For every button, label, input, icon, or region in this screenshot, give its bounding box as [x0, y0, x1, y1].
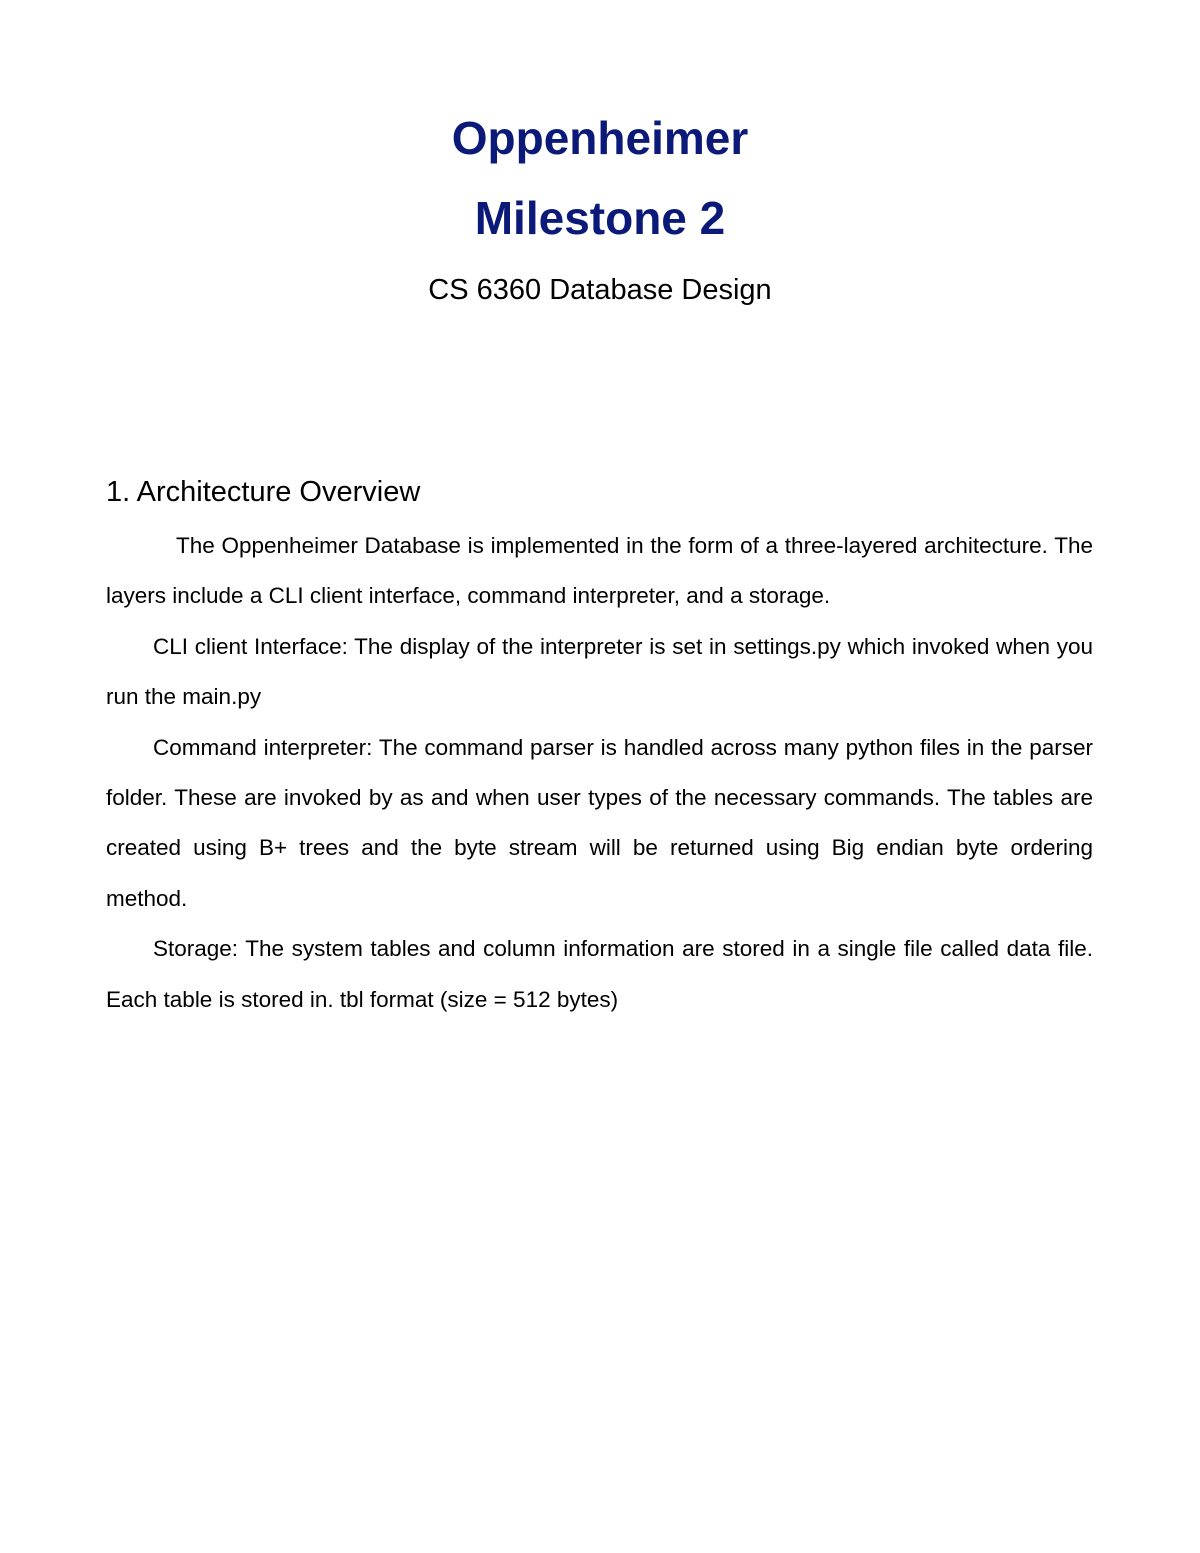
section-body: [106, 521, 1093, 1025]
course-subtitle: CS 6360 Database Design: [428, 274, 772, 306]
paragraph-command-interpreter: Command interpreter: The command parser is handled across many python files in the parser folder. These are invoked by as and when user types of the necessary commands. The tables are created using B+ trees and the byte stream will be returned using Big endian byte ordering method.: [106, 734, 1093, 911]
paragraph-intro: The Oppenheimer Database is implemented in the form of a three-layered architecture. The layers include a CLI client interface, command interpreter, and a storage.: [106, 533, 1093, 609]
section-heading-architecture-overview: 1. Architecture Overview: [106, 476, 421, 508]
paragraph-storage: Storage: The system tables and column information are stored in a single file called data file. Each table is stored in. tbl format (size = 512 bytes): [106, 936, 1093, 1012]
document-title: Oppenheimer: [451, 112, 749, 164]
paragraph-cli-client-interface: CLI client Interface: The display of the interpreter is set in settings.py which invoked when you run the main.py: [106, 633, 1093, 710]
document-milestone-title: Milestone 2: [474, 192, 726, 244]
